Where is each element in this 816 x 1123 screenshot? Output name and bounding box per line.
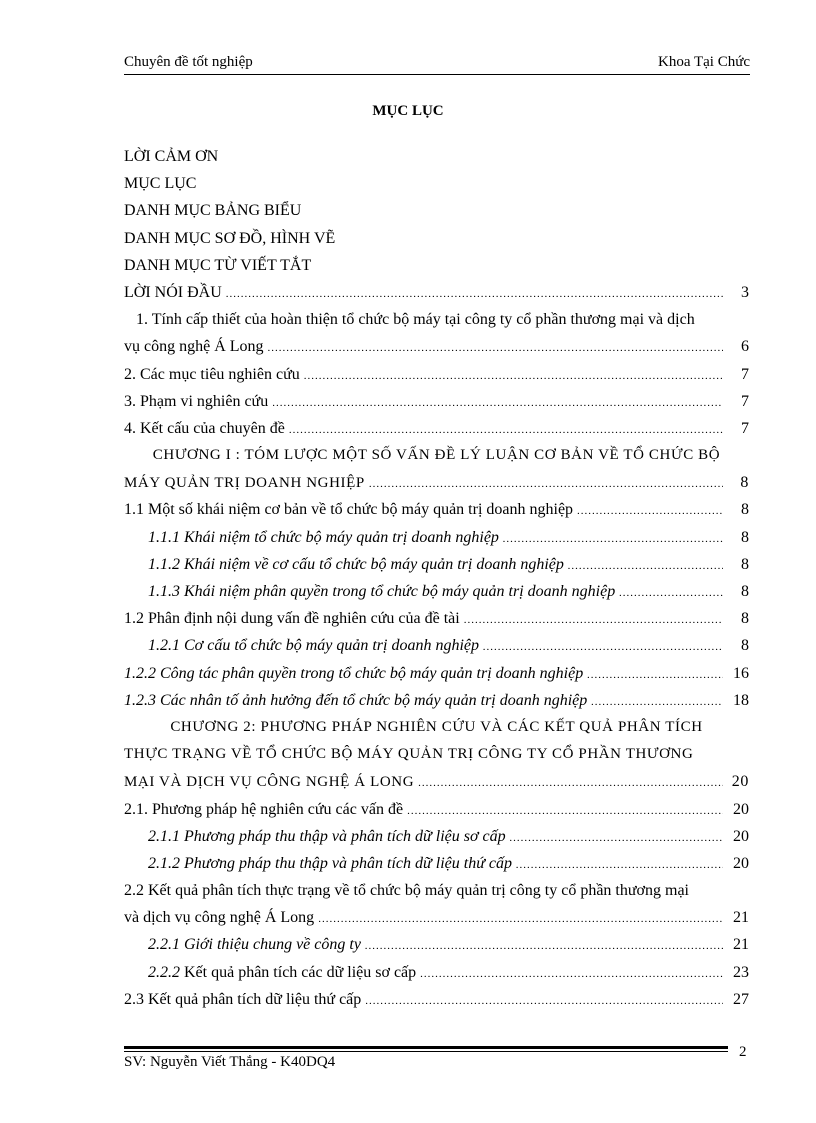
toc-entry-2-2 [124, 904, 749, 931]
page-header [124, 52, 750, 75]
toc-page-number: 8 [741, 555, 749, 573]
toc-page-number: 20 [733, 827, 749, 845]
toc-entry-1-1-3 [124, 578, 749, 605]
toc-leader-dots [483, 634, 723, 661]
toc-page-number: 8 [741, 610, 749, 628]
toc-entry-text: 3. Phạm vi nghiên cứu [124, 392, 269, 410]
footer-page-number: 2 [739, 1044, 747, 1060]
toc-leader-dots [272, 390, 723, 417]
toc-entry-text: 2.1.1 Phương pháp thu thập và phân tích dữ liệu sơ cấp [148, 827, 506, 845]
toc-entry-text: và dịch vụ công nghệ Á Long [124, 909, 315, 927]
toc-entry-text: 1.2.3 Các nhân tố ảnh hưởng đến tổ chức bộ máy quản trị doanh nghiệp [124, 691, 588, 709]
header-right-text: Khoa Tại Chức [658, 54, 750, 70]
footer-rule-thick [124, 1046, 728, 1049]
toc-leader-dots [289, 417, 723, 444]
toc-entry-text: 1.1.2 Khái niệm về cơ cấu tổ chức bộ máy quản trị doanh nghiệp [148, 555, 564, 573]
toc-leader-dots [568, 553, 723, 580]
toc-entry-text: 2.2.1 Giới thiệu chung về công ty [148, 936, 361, 954]
toc-entry-muc3 [124, 388, 749, 415]
toc-leader-dots [318, 906, 723, 933]
toc-leader-dots [418, 770, 723, 797]
toc-entry-text: 2.1. Phương pháp hệ nghiên cứu các vấn đề [124, 800, 404, 818]
toc-page-number: 3 [741, 283, 749, 301]
toc-leader-dots [420, 961, 723, 988]
toc-entry-text: 2.2 Kết quả phân tích thực trạng về tổ chức bộ máy quản trị công ty cổ phần thương mại [124, 882, 689, 900]
toc-entry-chapter-1 [124, 469, 749, 496]
toc-entry-1-2-2 [124, 660, 749, 687]
toc-page-number: 20 [733, 800, 749, 818]
toc-leader-dots [407, 798, 723, 825]
toc-entry-1-2-3 [124, 687, 749, 714]
toc-page-number: 21 [733, 909, 749, 927]
toc-entry-text: 2.1.2 Phương pháp thu thập và phân tích dữ liệu thứ cấp [148, 854, 513, 872]
toc-plain-item: LỜI CẢM ƠN [124, 148, 219, 165]
toc-page-number: 18 [733, 691, 749, 709]
toc-entry-2-2-1 [124, 931, 749, 958]
toc-entry-2-1-1 [124, 823, 749, 850]
toc-entry-text: 2. Các mục tiêu nghiên cứu [124, 365, 300, 383]
toc-entry-number: 2.2.2 [148, 963, 180, 981]
toc-entry-text: Kết quả phân tích các dữ liệu sơ cấp [180, 963, 417, 981]
toc-page-number: 23 [733, 963, 749, 981]
toc-entry-text: 1.2 Phân định nội dung vấn đề nghiên cứu của đề tài [124, 610, 460, 628]
toc-entry-text: 1.2.2 Công tác phân quyền trong tổ chức bộ máy quản trị doanh nghiệp [124, 664, 584, 682]
toc-entry-1-2-1 [124, 632, 749, 659]
toc-leader-dots [587, 662, 723, 689]
toc-entry-text-wrap [148, 959, 416, 986]
toc-entry-text: MÁY QUẢN TRỊ DOANH NGHIỆP [124, 475, 365, 492]
table-of-contents [124, 143, 749, 1013]
toc-entry-text: 1.1.3 Khái niệm phân quyền trong tổ chức bộ máy quản trị doanh nghiệp [148, 583, 616, 600]
toc-page-number: 8 [741, 501, 749, 519]
toc-page-number: 8 [740, 474, 749, 492]
toc-entry-text: 4. Kết cấu của chuyên đề [124, 419, 285, 437]
toc-chapter-title: CHƯƠNG I : TÓM LƯỢC MỘT SỐ VẤN ĐỀ LÝ LUẬN CƠ BẢN VỀ TỔ CHỨC BỘ [152, 447, 721, 464]
toc-page-number: 20 [733, 854, 749, 872]
toc-title: MỤC LỤC [372, 103, 444, 119]
toc-page-number: 7 [741, 419, 749, 437]
header-left-text: Chuyên đề tốt nghiệp [124, 54, 253, 70]
toc-entry-2-1 [124, 796, 749, 823]
toc-entry-text: 1.1 Một số khái niệm cơ bản về tổ chức bộ máy quản trị doanh nghiệp [124, 501, 574, 519]
toc-plain-item: DANH MỤC SƠ ĐỒ, HÌNH VẼ [124, 229, 336, 247]
toc-leader-dots [268, 335, 723, 362]
toc-entry-muc2 [124, 361, 749, 388]
toc-entry-loi-noi-dau [124, 279, 749, 306]
footer-rule-thin [124, 1051, 728, 1052]
toc-leader-dots [577, 498, 723, 525]
toc-entry-2-1-2 [124, 850, 749, 877]
toc-page-number: 27 [733, 990, 749, 1008]
toc-leader-dots [365, 988, 723, 1015]
toc-entry-text: 2.3 Kết quả phân tích dữ liệu thứ cấp [124, 990, 362, 1008]
toc-entry-muc4 [124, 415, 749, 442]
toc-plain-item: DANH MỤC TỪ VIẾT TẮT [124, 256, 312, 274]
toc-leader-dots [516, 852, 723, 879]
footer-author: SV: Nguyễn Viết Thắng - K40DQ4 [124, 1054, 336, 1070]
toc-leader-dots [369, 471, 723, 498]
toc-leader-dots [226, 281, 723, 308]
toc-entry-text: 1.1.1 Khái niệm tổ chức bộ máy quản trị doanh nghiệp [148, 528, 499, 546]
toc-entry-1-1-2 [124, 551, 749, 578]
toc-entry-text: vụ công nghệ Á Long [124, 338, 264, 356]
toc-entry-muc1 [124, 333, 749, 360]
toc-entry-text: 1.2.1 Cơ cấu tổ chức bộ máy quản trị doanh nghiệp [148, 637, 480, 655]
toc-entry-2-3 [124, 986, 749, 1013]
toc-entry-1-2 [124, 605, 749, 632]
toc-page-number: 16 [733, 664, 749, 682]
toc-page-number: 7 [741, 392, 749, 410]
toc-entry-1-1 [124, 496, 749, 523]
toc-plain-item: DANH MỤC BẢNG BIỂU [124, 202, 302, 220]
toc-page-number: 8 [741, 637, 749, 655]
toc-entry-text: 1. Tính cấp thiết của hoàn thiện tổ chức bộ máy tại công ty cổ phần thương mại và dịch [136, 311, 695, 329]
toc-page-number: 20 [731, 773, 749, 791]
toc-entry-text: MẠI VÀ DỊCH VỤ CÔNG NGHỆ Á LONG [124, 774, 415, 791]
toc-chapter-title: THỰC TRẠNG VỀ TỔ CHỨC BỘ MÁY QUẢN TRỊ CÔNG TY CỔ PHẦN THƯƠNG [124, 746, 694, 763]
toc-entry-2-2-2 [124, 959, 749, 986]
toc-page-number: 21 [733, 936, 749, 954]
toc-entry-chapter-2 [124, 768, 749, 795]
toc-leader-dots [503, 526, 723, 553]
toc-plain-item: MỤC LỤC [124, 175, 197, 193]
toc-leader-dots [510, 825, 723, 852]
toc-page-number: 7 [741, 365, 749, 383]
toc-chapter-title: CHƯƠNG 2: PHƯƠNG PHÁP NGHIÊN CỨU VÀ CÁC KẾT QUẢ PHÂN TÍCH [170, 718, 703, 735]
toc-leader-dots [304, 363, 723, 390]
toc-leader-dots [365, 933, 723, 960]
toc-page-number: 6 [741, 338, 749, 356]
toc-page-number: 8 [741, 583, 749, 600]
toc-leader-dots [619, 580, 723, 607]
toc-leader-dots [464, 607, 723, 634]
toc-leader-dots [591, 689, 723, 716]
toc-entry-1-1-1 [124, 524, 749, 551]
toc-entry-text: LỜI NÓI ĐẦU [124, 283, 222, 301]
toc-page-number: 8 [741, 528, 749, 546]
